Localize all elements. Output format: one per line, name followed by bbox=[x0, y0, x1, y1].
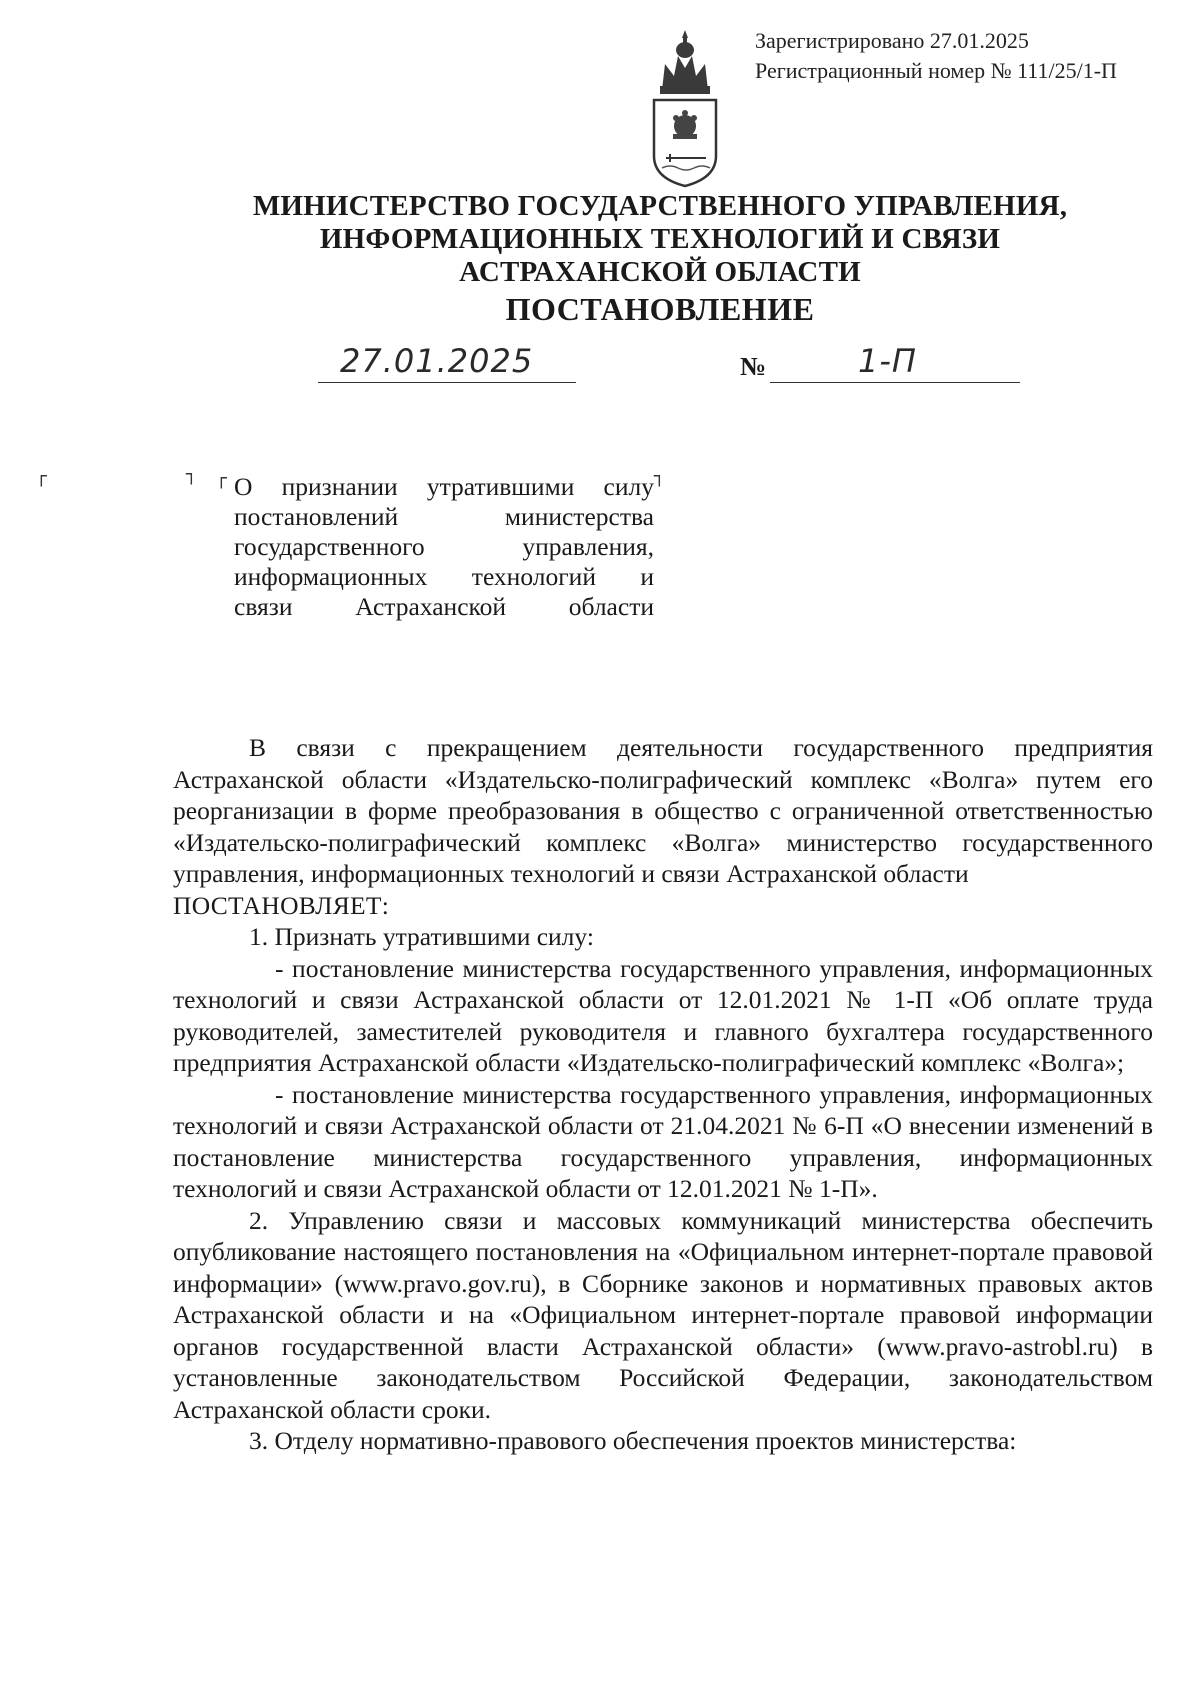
item-3: 3. Отделу нормативно-правового обеспечения проектов министерства: bbox=[249, 1426, 1017, 1455]
document-header bbox=[160, 190, 1160, 329]
ministry-name-line1: МИНИСТЕРСТВО ГОСУДАРСТВЕННОГО УПРАВЛЕНИЯ, bbox=[252, 190, 1068, 222]
subject-line: информационных технологий и bbox=[234, 562, 654, 591]
item-1-subitem-a: - постановление министерства государственного управления, информационных технологий и связи Астраханской области от 12.01.2021 № 1-П «Об оплате труда руководителей, заместителей руководителя и главного бухгалтера государственного предприятия Астраханской области «Издательско-полиграфический комплекс «Волга»; bbox=[173, 953, 1153, 1077]
item-1: 1. Признать утратившими силу: bbox=[249, 922, 594, 951]
corner-mark-subject-left: ┌ bbox=[216, 468, 227, 489]
document-body bbox=[173, 732, 1153, 1457]
subject-line: постановлений министерства bbox=[234, 502, 654, 531]
corner-mark-subject-right: ┐ bbox=[654, 466, 665, 487]
handwritten-date: 27.01.2025 bbox=[340, 342, 534, 380]
handwritten-number: 1-П bbox=[858, 342, 917, 380]
coat-of-arms-icon bbox=[640, 28, 730, 188]
registration-number: Регистрационный номер № 111/25/1-П bbox=[755, 58, 1117, 83]
decree-word: ПОСТАНОВЛЯЕТ: bbox=[173, 890, 390, 920]
date-field bbox=[318, 342, 576, 383]
item-2: 2. Управлению связи и массовых коммуникаций министерства обеспечить опубликование настоящего постановления на «Официальном интернет-портале правовой информации» (www.pravo.gov.ru), в Сборнике законов и нормативных правовых актов Астраханской области и на «Официальном интернет-портале правовой информации органов государственной власти Астраханской области» (www.pravo-astrobl.ru) в установленные законодательством Российской Федерации, законодательством Астраханской области сроки. bbox=[173, 1205, 1153, 1424]
document-type: ПОСТАНОВЛЕНИЕ bbox=[505, 291, 815, 327]
item-1-subitem-b: - постановление министерства государственного управления, информационных технологий и связи Астраханской области от 21.04.2021 № 6-П «О внесении изменений в постановление министерства государственного управления, информационных технологий и связи Астраханской области от 12.01.2021 № 1-П». bbox=[173, 1079, 1153, 1203]
registration-stamp bbox=[755, 26, 1117, 86]
number-sign: № bbox=[740, 352, 767, 381]
ministry-name-line3: АСТРАХАНСКОЙ ОБЛАСТИ bbox=[459, 256, 861, 288]
subject-line: связи Астраханской области bbox=[234, 592, 654, 621]
ministry-name-line2: ИНФОРМАЦИОННЫХ ТЕХНОЛОГИЙ И СВЯЗИ bbox=[319, 223, 1001, 255]
registration-date: Зарегистрировано 27.01.2025 bbox=[755, 28, 1029, 53]
number-field bbox=[770, 342, 1020, 383]
corner-mark-mid: ┐ bbox=[186, 464, 197, 485]
preamble-paragraph: В связи с прекращением деятельности государственного предприятия Астраханской области «Издательско-полиграфический комплекс «Волга» путем его реорганизации в форме преобразования в общество с ограниченной ответственностью «Издательско-полиграфический комплекс «Волга» министерство государственного управления, информационных технологий и связи Астраханской области bbox=[173, 733, 1153, 888]
subject-line: государственного управления, bbox=[234, 532, 654, 561]
corner-mark-left: ┌ bbox=[36, 466, 47, 487]
subject-line: О признании утратившими силу bbox=[234, 472, 654, 501]
document-subject bbox=[234, 472, 654, 622]
